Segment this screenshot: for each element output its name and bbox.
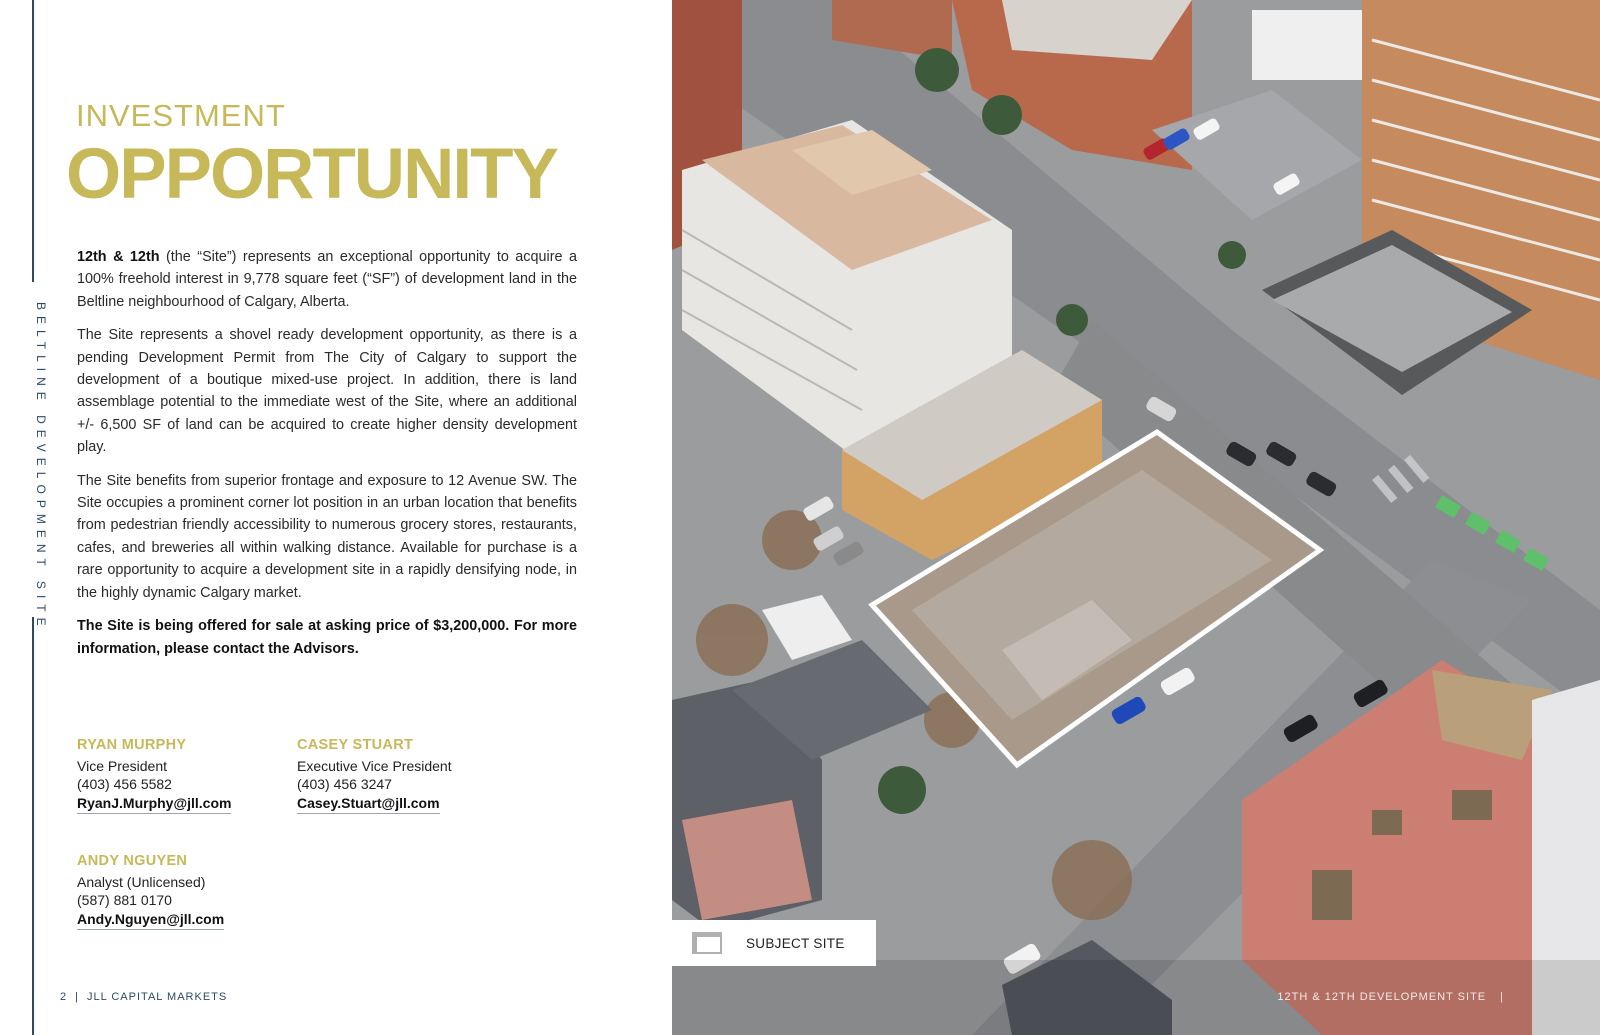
paragraph-location: The Site benefits from superior frontage and exposure to 12 Avenue SW. The Site occupies a prominent corner lot position in an urban location that benefits from pedestrian friendly accessibility to numerous grocery stores, restaurants, cafes, and breweries all within walking distance. Available for purchase is a rare opportunity to acquire a development site in a rapidly densifying node, in the highly dynamic Calgary market.	[77, 472, 577, 601]
footer-left	[60, 991, 227, 1003]
paragraph-asking-price: The Site is being offered for sale at asking price of $3,200,000. For more information, please contact the Advisors.	[77, 618, 577, 657]
contact-email-link[interactable]: Casey.Stuart@jll.com	[297, 794, 440, 815]
sidebar-vertical-label: BELTLINE DEVELOPMENT SITE	[34, 302, 48, 632]
contact-casey-stuart	[297, 736, 452, 814]
footer-brand: JLL CAPITAL MARKETS	[86, 991, 228, 1003]
contact-phone: (403) 456 5582	[77, 776, 172, 792]
paragraph-intro	[77, 246, 577, 313]
contact-title: Vice President	[77, 757, 168, 774]
sidebar-rule-top	[32, 0, 34, 282]
contact-andy-nguyen	[77, 852, 224, 930]
sidebar-rule-bottom	[32, 617, 34, 1035]
contact-email-link[interactable]: Andy.Nguyen@jll.com	[77, 910, 224, 931]
contact-phone: (587) 881 0170	[77, 892, 172, 908]
footer-right	[1277, 991, 1504, 1003]
contact-title: Analyst (Unlicensed)	[77, 873, 206, 890]
contact-email-link[interactable]: RyanJ.Murphy@jll.com	[77, 794, 231, 815]
contact-title: Executive Vice President	[297, 757, 452, 774]
aerial-photo	[672, 0, 1600, 1035]
aerial-illustration	[672, 0, 1600, 1035]
body-copy	[77, 246, 577, 671]
contact-name: RYAN MURPHY	[77, 737, 187, 753]
subject-site-legend	[672, 920, 876, 966]
heading-investment: INVESTMENT	[76, 98, 286, 133]
heading-opportunity: OPPORTUNITY	[66, 135, 557, 214]
text-page	[0, 0, 672, 1035]
page-number: 2	[60, 991, 68, 1003]
paragraph-development: The Site represents a shovel ready development opportunity, as there is a pending Development Permit from The City of Calgary to support the development of a boutique mixed-use project. In addition, there is land assemblage potential to the immediate west of the Site, where an additional +/- 6,500 SF of land can be acquired to create higher density development play.	[77, 327, 577, 456]
contact-phone: (403) 456 3247	[297, 776, 392, 792]
contact-name: CASEY STUART	[297, 737, 414, 753]
contact-name: ANDY NGUYEN	[77, 853, 188, 869]
paragraph-intro-text: (the “Site”) represents an exceptional opportunity to acquire a 100% freehold interest in 9,778 square feet (“SF”) of development land in the Beltline neighbourhood of Calgary, Alberta.	[77, 249, 577, 310]
contact-ryan-murphy	[77, 736, 231, 814]
footer-separator: |	[75, 991, 79, 1003]
site-name: 12th & 12th	[77, 249, 160, 265]
site-outline-icon	[692, 932, 722, 954]
legend-label: SUBJECT SITE	[746, 935, 845, 951]
footer-right-separator: |	[1500, 991, 1504, 1003]
footer-document-title: 12TH & 12TH DEVELOPMENT SITE	[1277, 991, 1487, 1003]
